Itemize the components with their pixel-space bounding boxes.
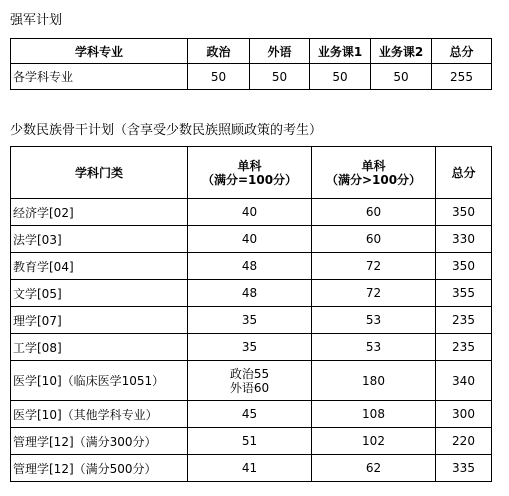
- header-single-subject-over-100-line1: 单科: [361, 158, 386, 173]
- cell-category: 文学[05]: [11, 280, 188, 307]
- cell-total: 220: [436, 428, 492, 455]
- cell-subject: 各学科专业: [11, 64, 188, 90]
- cell-category: 工学[08]: [11, 334, 188, 361]
- cell-category: 理学[07]: [11, 307, 188, 334]
- cell-single-100: 48: [188, 253, 312, 280]
- cell-category: 管理学[12]（满分500分）: [11, 455, 188, 482]
- table-row: [11, 361, 492, 401]
- header-course-2: 业务课2: [371, 39, 432, 64]
- cell-single-over-100: 60: [312, 199, 436, 226]
- header-single-subject-100: [188, 147, 312, 199]
- table-header-row: [11, 39, 492, 64]
- header-total: 总分: [432, 39, 492, 64]
- table-row: [11, 334, 492, 361]
- header-category: 学科门类: [11, 147, 188, 199]
- cell-course-2: 50: [371, 64, 432, 90]
- cell-foreign-language: 50: [250, 64, 310, 90]
- cell-category: 医学[10]（其他学科专业）: [11, 401, 188, 428]
- cell-single-over-100: 108: [312, 401, 436, 428]
- table-row: [11, 401, 492, 428]
- cell-single-over-100: 60: [312, 226, 436, 253]
- cell-single-100: [188, 361, 312, 401]
- cell-single-100: 40: [188, 226, 312, 253]
- minority-table: [10, 146, 492, 482]
- cell-single-over-100: 62: [312, 455, 436, 482]
- cell-single-100-line2: 外语60: [229, 380, 270, 395]
- cell-single-100-line1: 政治55: [229, 366, 270, 381]
- cell-single-over-100: 180: [312, 361, 436, 401]
- cell-total: 340: [436, 361, 492, 401]
- cell-total: 300: [436, 401, 492, 428]
- header-politics: 政治: [188, 39, 250, 64]
- cell-single-100: 41: [188, 455, 312, 482]
- strong-army-table: [10, 38, 492, 90]
- header-single-subject-over-100-line2: （满分>100分）: [325, 172, 422, 187]
- cell-single-over-100: 72: [312, 280, 436, 307]
- header-single-subject-100-line1: 单科: [237, 158, 262, 173]
- cell-total: 235: [436, 307, 492, 334]
- cell-total: 255: [432, 64, 492, 90]
- table-row: [11, 199, 492, 226]
- cell-category: 教育学[04]: [11, 253, 188, 280]
- header-course-1: 业务课1: [310, 39, 371, 64]
- header-single-subject-100-line2: （满分=100分）: [201, 172, 298, 187]
- cell-total: 235: [436, 334, 492, 361]
- table-row: [11, 280, 492, 307]
- cell-category: 医学[10]（临床医学1051）: [11, 361, 188, 401]
- table-row: [11, 455, 492, 482]
- section-title-minority: 少数民族骨干计划（含享受少数民族照顾政策的考生）: [10, 123, 323, 138]
- cell-single-over-100: 53: [312, 307, 436, 334]
- cell-single-over-100: 53: [312, 334, 436, 361]
- table-row: [11, 428, 492, 455]
- cell-total: 355: [436, 280, 492, 307]
- cell-total: 350: [436, 199, 492, 226]
- header-total: 总分: [436, 147, 492, 199]
- cell-single-100: 35: [188, 307, 312, 334]
- table-row: [11, 226, 492, 253]
- cell-category: 管理学[12]（满分300分）: [11, 428, 188, 455]
- table-row: [11, 253, 492, 280]
- cell-single-100: 51: [188, 428, 312, 455]
- cell-single-100: 40: [188, 199, 312, 226]
- header-subject: 学科专业: [11, 39, 188, 64]
- cell-category: 法学[03]: [11, 226, 188, 253]
- header-single-subject-over-100: [312, 147, 436, 199]
- cell-single-100: 45: [188, 401, 312, 428]
- table-header-row: [11, 147, 492, 199]
- cell-total: 335: [436, 455, 492, 482]
- cell-total: 350: [436, 253, 492, 280]
- table-row: [11, 307, 492, 334]
- cell-single-100: 48: [188, 280, 312, 307]
- cell-single-over-100: 102: [312, 428, 436, 455]
- cell-total: 330: [436, 226, 492, 253]
- table-row: [11, 64, 492, 90]
- section-title-strong-army: 强军计划: [10, 13, 63, 28]
- cell-politics: 50: [188, 64, 250, 90]
- header-foreign-language: 外语: [250, 39, 310, 64]
- cell-category: 经济学[02]: [11, 199, 188, 226]
- cell-single-over-100: 72: [312, 253, 436, 280]
- cell-single-100: 35: [188, 334, 312, 361]
- cell-course-1: 50: [310, 64, 371, 90]
